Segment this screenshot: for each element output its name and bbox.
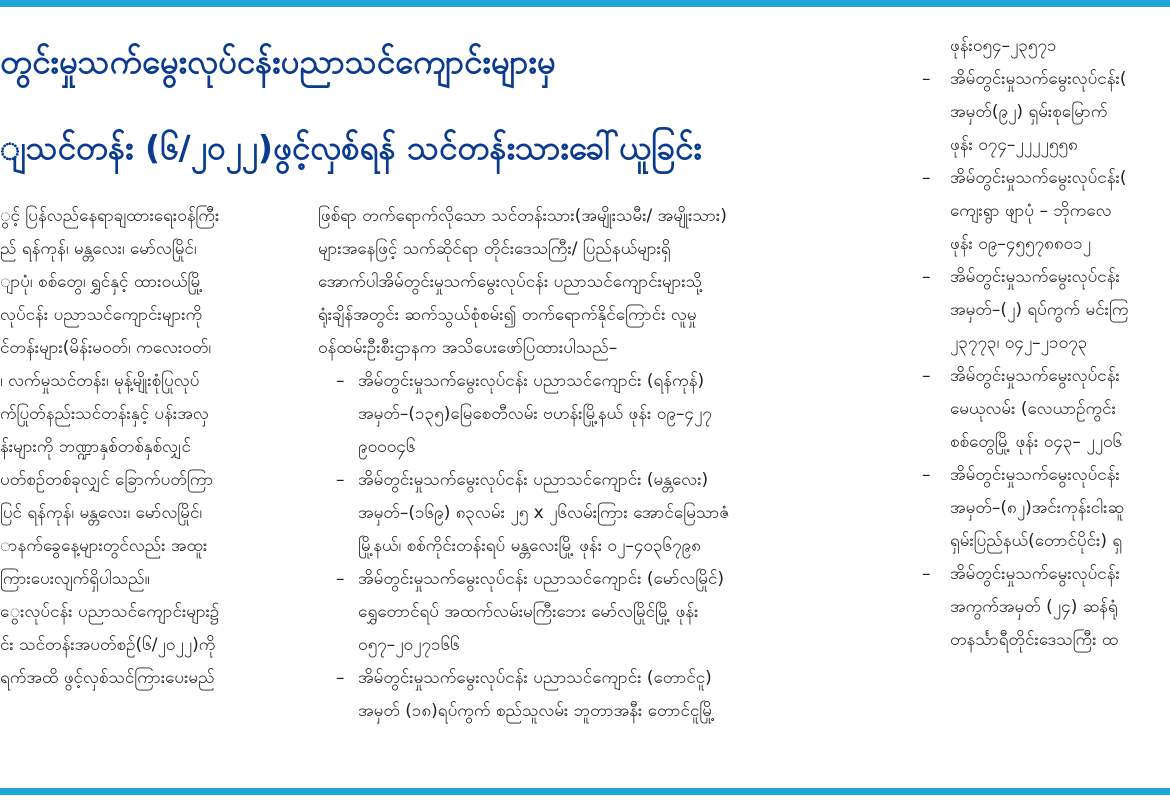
article-column-1 [0, 200, 306, 695]
school-entry [922, 558, 1170, 657]
entry-line: ကျေးရွာ ဖျာပုံ – ဘိုကလေ [950, 201, 1112, 221]
headline-line-1: တွင်းမှုသက်မွေးလုပ်ငန်းပညာသင်ကျောင်းများမှ [0, 42, 556, 81]
school-entry-yangon [318, 365, 870, 464]
list-dash: – [922, 168, 931, 188]
entry-line: အကွက်အမှတ် (၂၄) ဆန်ရုံ [950, 597, 1118, 617]
entry-line: အိမ်တွင်းမှုသက်မွေးလုပ်ငန်း( [950, 168, 1127, 188]
entry-line: အိမ်တွင်းမှုသက်မွေးလုပ်ငန်း ပညာသင်ကျောင်း (မော်လမြိုင်) [358, 569, 725, 589]
intro-line: များအနေဖြင့် သက်ဆိုင်ရာ တိုင်းဒေသကြီး/ ပြည်နယ်များရှိ [318, 239, 671, 259]
entry-line: အိမ်တွင်းမှုသက်မွေးလုပ်ငန်း [950, 465, 1120, 485]
text-line: င်း သင်တန်းအပတ်စဉ်(၆/၂၀၂၂)ကို [0, 635, 216, 655]
intro-line: ဖြစ်ရာ တက်ရောက်လိုသော သင်တန်းသား(အမျိုးသမီး/ အမျိုးသား) [318, 206, 727, 226]
list-dash: – [336, 470, 345, 490]
list-dash: – [336, 668, 345, 688]
school-entry [922, 459, 1170, 558]
entry-line: အိမ်တွင်းမှုသက်မွေးလုပ်ငန်း [950, 564, 1120, 584]
entry-line: အိမ်တွင်းမှုသက်မွေးလုပ်ငန်း( [950, 69, 1127, 89]
list-dash: – [922, 366, 931, 386]
entry-line: အမှတ်–(၁၆၉) ၈၃လမ်း ၂၅ x ၂၆လမ်းကြား အောင်မြေသာဇံ [358, 503, 730, 523]
school-entry [922, 162, 1170, 261]
entry-line: အမှတ်–(၁၃၅)မြေစေတီလမ်း ဗဟန်းမြို့နယ် ဖုန်း ၀၉–၄၂၇ [358, 404, 712, 424]
entry-line: အိမ်တွင်းမှုသက်မွေးလုပ်ငန်း ပညာသင်ကျောင်း (မန္တလေး) [358, 470, 709, 490]
text-line: န်းများကို ဘဏ္ဍာနှစ်တစ်နှစ်လျှင် [0, 437, 191, 457]
school-entry-mandalay [318, 464, 870, 563]
school-entry-taungoo [318, 662, 870, 728]
text-line: ည် ရန်ကုန်၊ မန္တလေး၊ မော်လမြိုင်၊ [0, 239, 197, 259]
entry-line: အမှတ်–(၂) ရပ်ကွက် မင်းကြ [950, 300, 1129, 320]
entry-line: ၂၃၇၇၃၊ ၀၄၂–၂၁၀၇၃ [950, 333, 1088, 353]
list-dash: – [336, 569, 345, 589]
school-entry [922, 261, 1170, 360]
intro-line: ဝန်ထမ်းဦးစီးဌာနက အသိပေးဖော်ပြထားပါသည်– [318, 338, 618, 358]
list-dash: – [336, 371, 345, 391]
text-line: ကြားပေးလျက်ရှိပါသည်။ [0, 569, 150, 589]
text-line: က်ပြုတ်နည်းသင်တန်းနှင့် ပန်းအလှ [0, 404, 209, 424]
entry-line: မြို့နယ်၊ စစ်ကိုင်းတန်းရပ် မန္တလေးမြို့ ဖုန်း ၀၂–၄၀၃၆၇၉၈ [358, 536, 701, 556]
text-line: လုပ်ငန်း ပညာသင်ကျောင်းများကို [0, 305, 203, 325]
entry-line: တနင်္သာရီတိုင်းဒေသကြီး ထ [950, 630, 1119, 650]
entry-line: စစ်တွေမြို့ ဖုန်း ၀၄၃– ၂၂၀၆ [950, 432, 1123, 452]
entry-line: အိမ်တွင်းမှုသက်မွေးလုပ်ငန်း ပညာသင်ကျောင်း (ရန်ကုန်) [358, 371, 705, 391]
school-entry [922, 360, 1170, 459]
text-line: ျာပုံ၊ စစ်တွေ၊ ရွှင်နှင့် ထားဝယ်မြို့ [0, 272, 203, 292]
entry-line: အိမ်တွင်းမှုသက်မွေးလုပ်ငန်း ပညာသင်ကျောင်း (တောင်ငူ) [358, 668, 712, 688]
headline-line-2: ျသင်တန်း (၆/၂၀၂၂)ဖွင့်လှစ်ရန် သင်တန်းသားခေါ်ယူခြင်း [0, 128, 702, 167]
entry-line: အမှတ်–(၈၂)အင်းကုန်းငါးဆူ [950, 498, 1124, 518]
entry-line: ဖုန်း ၀၉–၄၅၅၇၈၈၀၁၂ [950, 234, 1092, 254]
text-line: ာနက်ခွေနေ့များတွင်လည်း အထူး [0, 536, 208, 556]
school-entry [922, 63, 1170, 162]
entry-line: အိမ်တွင်းမှုသက်မွေးလုပ်ငန်း [950, 366, 1120, 386]
school-entry-mawlamyine [318, 563, 870, 662]
entry-line: အမှတ်(၉၂) ရှမ်းစုမြောက် [950, 102, 1108, 122]
top-accent-rule [0, 0, 1170, 7]
intro-line: အောက်ပါအိမ်တွင်းမှုသက်မွေးလုပ်ငန်း ပညာသင်ကျောင်းများသို့ [318, 272, 703, 292]
entry-line: ရွှေတောင်ရပ် အထက်လမ်းမကြီးဘေး မော်လမြိုင်မြို့ ဖုန်း [358, 602, 699, 622]
text-line: ၊ လက်မှုသင်တန်း၊ မုန့်မျိုးစုံပြုလုပ် [0, 371, 200, 391]
entry-line: ၀၅၇–၂၀၂၇၁၆၆ [358, 635, 460, 655]
entry-line: ၉၀၀၀၄၆ [358, 437, 416, 457]
text-line: ပြင် ရန်ကုန်၊ မန္တလေး၊ မော်လမြိုင်၊ [0, 503, 203, 523]
text-line: င်တန်းများ(မိန်းမဝတ်၊ ကလေးဝတ်၊ [0, 338, 212, 358]
entry-line: အိမ်တွင်းမှုသက်မွေးလုပ်ငန်း [950, 267, 1120, 287]
entry-line: အမှတ် (၁၈)ရပ်ကွက် စည်သူလမ်း ဘူတာအနီး တောင်ငူမြို့ [358, 701, 715, 721]
text-line: ွေးလုပ်ငန်း ပညာသင်ကျောင်းများ၌ [0, 602, 220, 622]
text-line: ွင့် ပြန်လည်နေရာချထားရေးဝန်ကြီး [0, 206, 220, 226]
list-dash: – [922, 267, 931, 287]
text-line: ပတ်စဉ်တစ်ခုလျှင် ခြောက်ပတ်ကြာ [0, 470, 214, 490]
list-dash: – [922, 465, 931, 485]
list-dash: – [922, 564, 931, 584]
list-dash: – [922, 69, 931, 89]
article-column-2 [318, 200, 870, 728]
entry-line: ဖုန်း၀၅၄–၂၃၅၇၁ [950, 36, 1057, 56]
text-line: ရက်အထိ ဖွင့်လှစ်သင်ကြားပေးမည် [0, 668, 215, 688]
entry-line: ရှမ်းပြည်နယ်(တောင်ပိုင်း) ရှ [950, 531, 1123, 551]
bottom-accent-rule [0, 788, 1170, 795]
article-column-3 [922, 30, 1170, 657]
intro-line: ရုံးချိန်အတွင်း ဆက်သွယ်စုံစမ်း၍ တက်ရောက်နိုင်ကြောင်း လူမှု [318, 305, 697, 325]
entry-line: မေယုလမ်း (လေယာဉ်ကွင်း [950, 399, 1116, 419]
entry-line: ဖုန်း ၀၇၄–၂၂၂၂၅၅၈ [950, 135, 1078, 155]
